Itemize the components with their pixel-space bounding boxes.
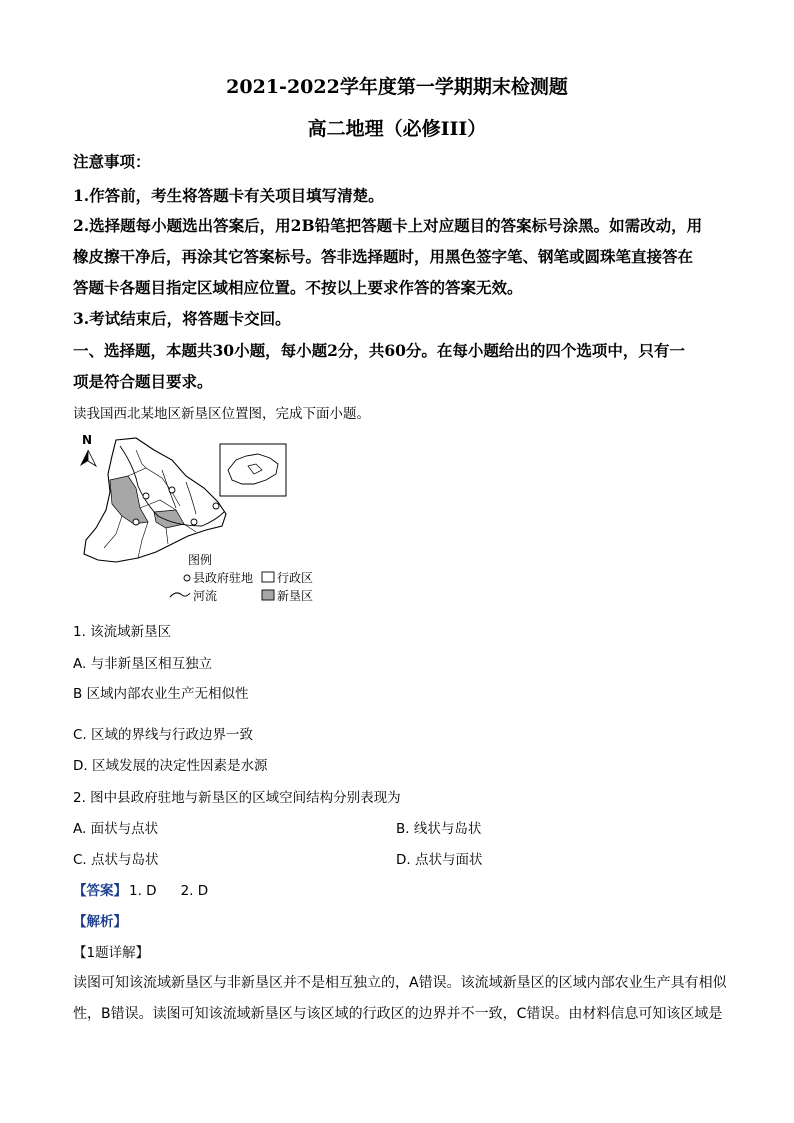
legend-new: 新垦区 (277, 589, 314, 603)
detail-line-2: 性，B错误。读图可知该流域新垦区与该区域的行政区的边界并不一致，C错误。由材料信息可知该区域是 (73, 1006, 723, 1022)
q1-stem: 1. 该流域新垦区 (73, 624, 172, 640)
q1-option-a: A. 与非新垦区相互独立 (73, 656, 213, 672)
q1-option-d: D. 区域发展的决定性因素是水源 (73, 758, 268, 774)
county-seat-marker (213, 503, 219, 509)
answer-1: 1. D (129, 883, 157, 899)
legend-river-icon (170, 593, 190, 597)
county-seat-marker (143, 493, 149, 499)
q2-option-b: B. 线状与岛状 (396, 821, 482, 837)
legend-admin-icon (262, 572, 274, 582)
location-map (76, 430, 336, 606)
section-heading: 一、选择题，本题共30小题，每小题2分，共60分。在每小题给出的四个选项中，只有一 (73, 341, 685, 360)
legend-new-icon (262, 590, 274, 600)
exam-subtitle: 高二地理（必修III） (307, 118, 487, 140)
legend-river: 河流 (193, 589, 218, 603)
county-seat-marker (191, 519, 197, 525)
detail-line-1: 读图可知该流域新垦区与非新垦区并不是相互独立的，A错误。该流域新垦区的区域内部农业生产具有相似 (73, 975, 727, 991)
region-outline (84, 438, 226, 562)
north-arrow-icon (80, 450, 88, 466)
question-intro: 读我国西北某地区新垦区位置图，完成下面小题。 (73, 406, 370, 422)
legend-title: 图例 (188, 553, 213, 567)
legend-county: 县政府驻地 (193, 571, 254, 585)
legend-admin: 行政区 (277, 571, 314, 585)
map-figure (76, 430, 336, 606)
county-seat-marker (169, 487, 175, 493)
notice-item-3: 3.考试结束后，将答题卡交回。 (73, 309, 291, 328)
section-heading-cont: 项是符合题目要求。 (73, 372, 213, 391)
q1-option-c: C. 区域的界线与行政边界一致 (73, 727, 254, 743)
answer-line (73, 879, 208, 899)
q2-option-d: D. 点状与面状 (396, 852, 483, 868)
notice-heading: 注意事项： (73, 152, 151, 171)
answer-2: 2. D (180, 883, 209, 899)
legend-county-icon (184, 575, 190, 581)
detail-tag: 【1题详解】 (73, 945, 150, 961)
notice-item-2-cont: 橡皮擦干净后，再涂其它答案标号。答非选择题时，用黑色签字笔、钢笔或圆珠笔直接答在 (73, 247, 694, 266)
q2-stem: 2. 图中县政府驻地与新垦区的区域空间结构分别表现为 (73, 790, 401, 806)
q1-option-b: B 区域内部农业生产无相似性 (73, 686, 249, 702)
notice-item-2-end: 答题卡各题目指定区域相应位置。不按以上要求作答的答案无效。 (73, 278, 523, 297)
q2-option-c: C. 点状与岛状 (73, 852, 159, 868)
county-seat-marker (133, 519, 139, 525)
q2-option-a: A. 面状与点状 (73, 821, 159, 837)
exam-title: 2021-2022学年度第一学期期末检测题 (226, 76, 568, 98)
notice-item-2: 2.选择题每小题选出答案后，用2B铅笔把答题卡上对应题目的答案标号涂黑。如需改动，用 (73, 216, 703, 235)
north-label: N (82, 433, 93, 447)
notice-item-1: 1.作答前，考生将答题卡有关项目填写清楚。 (73, 186, 384, 205)
analysis-tag: 【解析】 (73, 914, 127, 930)
answer-tag: 【答案】 (73, 883, 127, 899)
